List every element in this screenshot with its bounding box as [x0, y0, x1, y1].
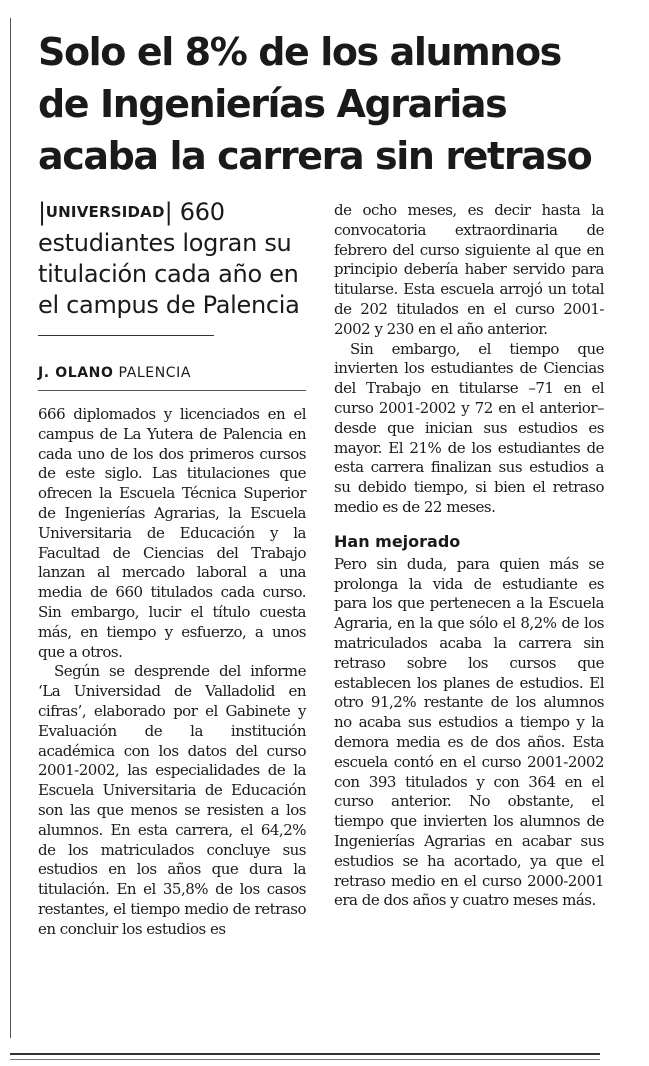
left-column-rule [10, 18, 11, 1038]
deck [38, 197, 306, 321]
deck-separator: | [38, 198, 46, 226]
body-paragraph: Pero sin duda, para quien más se prolonga la vida de estudiante es para los que pertenecen a la Escuela Agraria, en la que sólo el 8,2% de los matriculados acaba la carrera sin retraso sobre los cursos que establecen los planes de estudios. El otro 91,2% restante de los alumnos no acaba sus estudios a tiempo y la demora media es de dos años. Esta escuela contó en el curso 2001-2002 con 393 titulados y con 364 en el curso anterior. No obstante, el tiempo que invierten los alumnos de Ingenierías Agrarias en acabar sus estudios se ha acortado, ya que el retraso medio en el curso 2000-2001 era de dos años y cuatro meses más. [334, 554, 604, 910]
body-paragraph: de ocho meses, es decir hasta la convocatoria extraordinaria de febrero del curso siguiente al que en principio debería haber servido para titularse. Esta escuela arrojó un total de 202 titulados en el curso 2001-2002 y 230 en el año anterior. [334, 201, 604, 338]
body-paragraph: Según se desprende del informe ‘La Universidad de Valladolid en cifras’, elaborado por el Gabinete y Evaluación de la institución académica con los datos del curso 2001-2002, las especialidades de la Escuela Universitaria de Educación son las que menos se resisten a los alumnos. En esta carrera, el 64,2% de los matriculados concluye sus estudios en los años que dura la titulación. En el 35,8% de los casos restantes, el tiempo medio de retraso en concluir los estudios es [38, 662, 306, 938]
bottom-rule [10, 1053, 600, 1060]
byline-author: J. OLANO [38, 365, 114, 381]
right-body [334, 201, 604, 518]
byline-rule [38, 390, 306, 391]
deck-separator: | [164, 198, 173, 226]
headline-line: acaba la carrera sin retraso [38, 134, 592, 178]
section-label: UNIVERSIDAD [45, 203, 165, 221]
body-paragraph: Sin embargo, el tiempo que invierten los estudiantes de Ciencias del Trabajo en titularse –71 en el curso 2001-2002 y 72 en el anterior– desde que inician sus estudios es mayor. El 21% de los estudiantes de esta carrera finalizan sus estudios a su debido tiempo, si bien el retraso medio es de 22 meses. [334, 339, 604, 516]
right-body-continued [334, 555, 604, 911]
deck-rule [38, 335, 214, 336]
byline-location: PALENCIA [118, 365, 192, 381]
headline-line: Solo el 8% de los alumnos [38, 30, 561, 74]
left-body [38, 405, 306, 940]
headline-line: de Ingenierías Agrarias [38, 82, 507, 126]
right-column [334, 201, 604, 911]
left-column [38, 197, 306, 940]
deck-text: 660 estudiantes logran su titulación cada año en el campus de Palencia [38, 198, 300, 319]
subhead: Han mejorado [334, 531, 461, 551]
byline [38, 365, 306, 381]
body-paragraph: 666 diplomados y licenciados en el campus de La Yutera de Palencia en cada uno de los dos primeros cursos de este siglo. Las titulaciones que ofrecen la Escuela Técnica Superior de Ingenierías Agrarias, la Escuela Universitaria de Educación y la Facultad de Ciencias del Trabajo lanzan al mercado laboral a una media de 660 titulados cada curso. Sin embargo, lucir el título cuesta más, en tiempo y esfuerzo, a unos que a otros. [38, 405, 306, 661]
headline [38, 26, 638, 182]
